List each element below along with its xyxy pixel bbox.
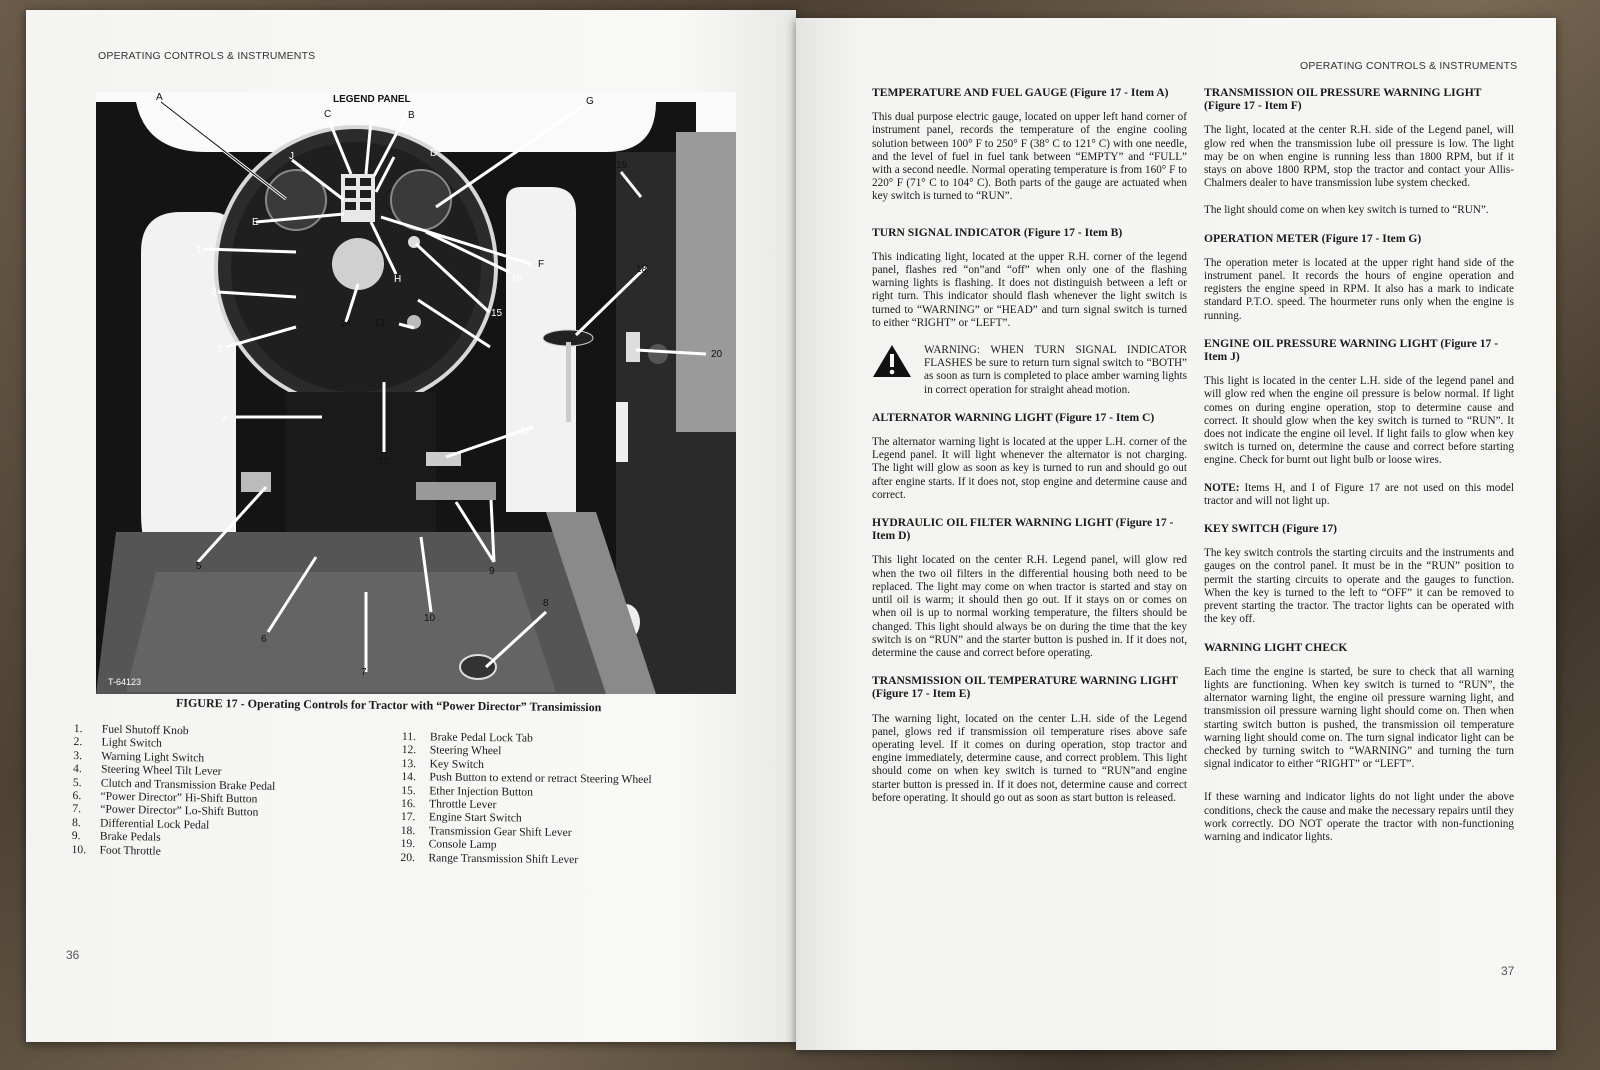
- callout-9: 9: [489, 566, 495, 577]
- section-turn-signal-indicator: [872, 226, 1187, 397]
- legend-item: 10. Foot Throttle: [71, 842, 161, 858]
- photo-id: T-64123: [108, 677, 142, 687]
- section-heading: TURN SIGNAL INDICATOR (Figure 17 - Item B): [872, 225, 1123, 239]
- legend-item: 6. “Power Director” Hi-Shift Button: [72, 789, 258, 806]
- callout-1: 1: [196, 245, 202, 256]
- paragraph: This dual purpose electric gauge, located on upper left hand corner of instrument panel, records the temperature of the engine cooling solution between 100° F to 250° F (38° C to 121° C) with one needle, and the level of fuel in fuel tank between “EMPTY” and “FULL” with a second needle. Normal operating temperature is from 160° F to 220° F (71° C to 104° C). Both parts of the gauge are actuated when key switch is turned to “RUN”.: [872, 111, 1187, 203]
- legend-item: 18. Transmission Gear Shift Lever: [400, 823, 572, 839]
- section-heading: TRANSMISSION OIL TEMPERATURE WARNING LIGHT (Figure 17 - Item E): [872, 674, 1178, 701]
- warning-callout: [872, 344, 1187, 397]
- page-number: 37: [1501, 964, 1515, 978]
- right-page: [796, 18, 1556, 1050]
- callout-J: J: [289, 151, 294, 162]
- paragraph: This light located on the center R.H. Legend panel, will glow red when the two oil filters in the differential housing both need to be replaced. The light may come on when tractor is started and stay on until oil is warm; it should then go out. If it stays on or comes on when oil is up to normal working temperature, the filters should be changed. This light should always be on during the time that the key switch is on “RUN” and the starter button is pushed in. If it does not, determine the cause and correct before operating.: [872, 554, 1187, 659]
- warning-text: WARNING: WHEN TURN SIGNAL INDICATOR FLASHES be sure to return turn signal switch to “BOTH” as soon as turn is completed to place amber warning lights in correct operation for straight ahead motion.: [924, 344, 1187, 396]
- text-column-left: [872, 86, 1187, 819]
- callout-3: 3: [217, 344, 223, 355]
- callout-17: 17: [490, 344, 502, 355]
- legend-item: 16. Throttle Lever: [401, 797, 497, 812]
- callout-5: 5: [196, 561, 202, 572]
- callout-E: E: [252, 217, 259, 228]
- section-transmission-oil-temperature-warning-light: [872, 674, 1187, 805]
- legend-item: 8. Differential Lock Pedal: [71, 815, 210, 832]
- section-heading: OPERATION METER (Figure 17 - Item G): [1204, 231, 1422, 245]
- paragraph: The light, located at the center R.H. side of the Legend panel, will glow red when the transmission lube oil pressure is low. The light may be on when engine is running less than 1800 RPM, but if it stays on above 1800 RPM, stop the tractor and contact your Allis-Chalmers dealer to have transmission lube system checked.: [1204, 124, 1514, 190]
- legend-list-right: [400, 730, 652, 867]
- paragraph: The operation meter is located at the upper right hand side of the instrument panel. It records the hours of engine operation and registers the engine speed in RPM. It also has a mark to indicate standard P.T.O. speed. The hourmeter runs only when the engine is running.: [1204, 256, 1514, 322]
- callout-10: 10: [424, 613, 436, 624]
- legend-item: 14. Push Button to extend or retract Steering Wheel: [401, 770, 652, 787]
- legend-item: 20. Range Transmission Shift Lever: [400, 850, 579, 866]
- legend-item: 17. Engine Start Switch: [400, 810, 522, 825]
- legend-item: 11. Brake Pedal Lock Tab: [401, 730, 533, 745]
- warning-triangle-icon: [872, 344, 912, 378]
- page-number: 36: [66, 948, 80, 962]
- paragraph: The light should come on when key switch is turned to “RUN”.: [1204, 204, 1489, 217]
- legend-item: 1. Fuel Shutoff Knob: [73, 722, 189, 738]
- running-head: OPERATING CONTROLS & INSTRUMENTS: [98, 50, 316, 62]
- legend-item: 15. Ether Injection Button: [401, 783, 534, 799]
- section-engine-oil-pressure-warning-light: [1204, 337, 1514, 508]
- section-transmission-oil-pressure-warning-light: [1204, 86, 1514, 218]
- callout-A: A: [156, 92, 163, 103]
- callout-13: 13: [374, 318, 386, 329]
- note-label: NOTE:: [1204, 481, 1240, 494]
- callout-G: G: [586, 96, 594, 107]
- callout-12: 12: [378, 456, 390, 467]
- note-text: Items H, and I of Figure 17 are not used on this model tractor and will not light up.: [1204, 481, 1515, 507]
- section-heading: KEY SWITCH (Figure 17): [1204, 522, 1338, 536]
- callout-19: 19: [616, 160, 628, 171]
- legend-panel-label: LEGEND PANEL: [333, 94, 411, 105]
- callout-16: 16: [511, 274, 523, 285]
- section-heading: TEMPERATURE AND FUEL GAUGE (Figure 17 - Item A): [872, 86, 1169, 99]
- callout-4: 4: [222, 414, 228, 425]
- section-hydraulic-oil-filter-warning-light: [872, 516, 1187, 660]
- legend-item: 4. Steering Wheel Tilt Lever: [72, 762, 222, 779]
- figure-caption: FIGURE 17 - Operating Controls for Tractor with “Power Director” Transimission: [175, 695, 602, 715]
- legend-list-left: [71, 722, 276, 860]
- section-alternator-warning-light: [872, 411, 1187, 502]
- figure-17-photo: [96, 92, 736, 694]
- legend-item: 2. Light Switch: [73, 735, 162, 751]
- callout-7: 7: [361, 667, 367, 678]
- paragraph: The warning light, located on the center L.H. side of the Legend panel, glows red if transmission oil temperature rises above safe operating level. If it comes on during operation, stop tractor and engine immediately, determine cause, and correct problem. This light should come on when key switch is turned to “RUN”and engine starter button is pressed in. If it does not, determine cause and correct before operating. It should go out as soon as start button is released.: [872, 712, 1187, 804]
- section-operation-meter: [1204, 232, 1514, 323]
- callout-14: 14: [340, 318, 352, 329]
- callout-11: 11: [520, 426, 531, 437]
- paragraph: The alternator warning light is located at the upper L.H. corner of the Legend panel. It will light whenever the alternator is not charging. The light will glow as soon as key is turned to run and should go out after engine starts. If it does not, stop engine and determine cause and correct.: [872, 436, 1187, 501]
- callout-F: F: [538, 259, 545, 270]
- paragraph: If these warning and indicator lights do not light under the above conditions, check the cause and make the necessary repairs until they work correctly. DO NOT operate the tractor with non-functioning warning and indicator lights.: [1204, 791, 1514, 843]
- text-column-right: [1204, 86, 1514, 858]
- section-heading: ENGINE OIL PRESSURE WARNING LIGHT (Figure 17 - Item J): [1204, 336, 1499, 364]
- legend-item: 5. Clutch and Transmission Brake Pedal: [72, 775, 276, 793]
- note: [1204, 482, 1514, 508]
- callout-2: 2: [211, 287, 217, 298]
- legend-item: 3. Warning Light Switch: [73, 748, 205, 765]
- legend-item: 13. Key Switch: [401, 756, 485, 771]
- running-head: OPERATING CONTROLS & INSTRUMENTS: [1300, 60, 1518, 72]
- legend-item: 19. Console Lamp: [400, 837, 497, 852]
- callout-B: B: [408, 110, 415, 121]
- section-heading: TRANSMISSION OIL PRESSURE WARNING LIGHT (Figure 17 - Item F): [1204, 86, 1482, 113]
- paragraph: Each time the engine is started, be sure to check that all warning lights are functioning. When key switch is turned to “RUN”, the alternator warning light, the engine oil pressure warning light, and transmission oil pressure warning light should come on. Then when starting switch button is pushed, the transmission oil temperature warning light should come on. The turn signal indicator light can be checked by turning switch to “WARNING” and turning the turn signal indicator to either “RIGHT” or “LEFT”.: [1204, 665, 1514, 771]
- section-temperature-fuel-gauge: [872, 86, 1187, 204]
- paragraph: The key switch controls the starting circuits and the instruments and gauges on the control panel. It must be in the “RUN” position to permit the starting circuits to operate and the gauges to function. When the key is turned to the left to “OFF” it can be removed to prevent starting the tractor. The tractor lights can be operated with the key off.: [1204, 547, 1514, 626]
- left-page: [26, 10, 796, 1042]
- section-heading: ALTERNATOR WARNING LIGHT (Figure 17 - Item C): [872, 410, 1155, 424]
- legend-item: 12. Steering Wheel: [401, 743, 502, 758]
- callout-H: H: [394, 274, 402, 285]
- legend-item: 9. Brake Pedals: [71, 829, 161, 844]
- paragraph: This indicating light, located at the upper R.H. corner of the legend panel, flashes red “on”and “off” when only one of the flashing warning lights is flashing. It does not distinguish between a left or right turn. This indicator should flash whenever the light switch is turned to “WARNING” or “HEAD” and turn signal switch is turned to either “RIGHT” or “LEFT”.: [872, 250, 1187, 329]
- callout-6: 6: [261, 634, 267, 645]
- section-heading: HYDRAULIC OIL FILTER WARNING LIGHT (Figure 17 - Item D): [872, 516, 1174, 543]
- callout-8: 8: [543, 598, 549, 609]
- callout-C: C: [324, 109, 332, 120]
- callout-15: 15: [491, 308, 503, 319]
- section-warning-light-check: [1204, 641, 1514, 845]
- callout-18: 18: [636, 264, 648, 275]
- section-key-switch: [1204, 522, 1514, 626]
- section-heading: WARNING LIGHT CHECK: [1204, 640, 1348, 654]
- callout-20: 20: [711, 349, 723, 360]
- callout-D: D: [430, 148, 438, 159]
- paragraph: This light is located in the center L.H. side of the legend panel and will glow red when the engine oil pressure is below normal. If light comes on during engine operation, stop to determine cause and correct. It should glow when the key switch is turned to “RUN”. It does not indicate the engine oil level. If light fails to glow when key switch is turned on, determine the cause and correct before starting engine. Check for burnt out light bulb or loose wires.: [1204, 375, 1514, 467]
- tractor-controls-illustration: [96, 92, 736, 694]
- legend-item: 7. “Power Director” Lo-Shift Button: [72, 802, 259, 819]
